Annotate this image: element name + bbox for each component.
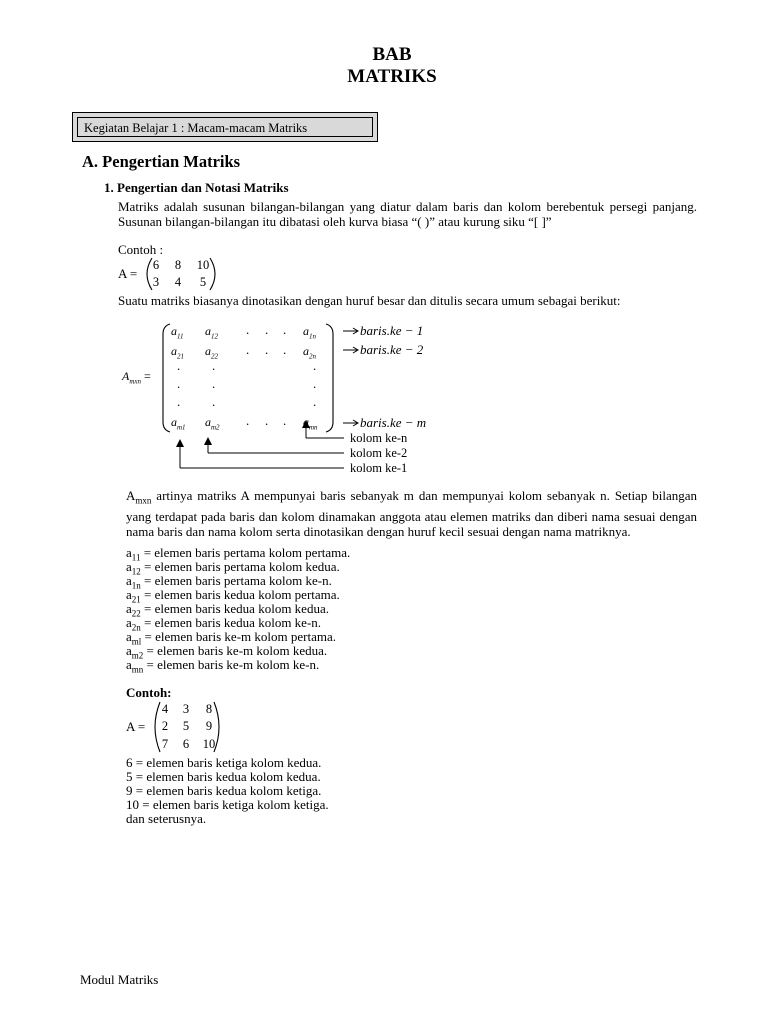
- matrix-dot: .: [246, 322, 250, 337]
- element-definition: $a_{m2}$ = elemen baris ke-m kolom kedua.: [126, 643, 328, 661]
- matrix-element: $a_{21}$: [171, 344, 184, 361]
- matrix-cell: 7: [161, 737, 169, 751]
- matrix-cell: 5: [182, 719, 190, 733]
- matrix-dot: .: [246, 342, 250, 357]
- general-matrix-lhs: $A_{mxn}$ =: [122, 369, 151, 386]
- matrix-dot: .: [212, 358, 216, 373]
- matrix-dot: .: [177, 394, 181, 409]
- column-label: kolom ke-2: [350, 446, 408, 460]
- matrix-element: $a_{11}$: [171, 324, 184, 341]
- example-explanation: 10 = elemen baris ketiga kolom ketiga.: [126, 797, 329, 812]
- element-definition: $a_{11}$ = elemen baris pertama kolom pertama.: [126, 545, 351, 563]
- paragraph-notation: Suatu matriks biasanya dinotasikan dengan huruf besar dan ditulis secara umum sebagai berikut:: [118, 293, 621, 308]
- element-definition: $a_{22}$ = elemen baris kedua kolom kedua.: [126, 601, 329, 619]
- matrix-cell: 9: [205, 719, 213, 733]
- matrix-dot: .: [283, 342, 287, 357]
- matrix-dot: .: [212, 376, 216, 391]
- matrix-element: $a_{m1}$: [171, 415, 186, 432]
- matrix-element: $a_{2n}$: [303, 344, 316, 361]
- matrix-cell: 3: [152, 275, 160, 289]
- matrix-dot: .: [265, 413, 269, 428]
- contoh-label: Contoh:: [126, 685, 172, 700]
- row-label: baris.ke − 1: [360, 323, 424, 338]
- matrix-element: $a_{22}$: [205, 344, 218, 361]
- matrix-dot: .: [265, 342, 269, 357]
- element-definition: $a_{mn}$ = elemen baris ke-m kolom ke-n.: [126, 657, 320, 675]
- matrix-element: $a_{m2}$: [205, 415, 220, 432]
- element-definition: $a_{2n}$ = elemen baris kedua kolom ke-n.: [126, 615, 322, 633]
- contoh-label: Contoh :: [118, 242, 164, 257]
- matrix-cell: 10: [196, 258, 210, 272]
- matrix-dot: .: [177, 358, 181, 373]
- paragraph-explanation: $A_{mxn}$ artinya matriks A mempunyai baris sebanyak m dan mempunyai kolom sebanyak n. Setiap bilangan yang terdapat pada baris dan kolom dinamakan anggota atau elemen matriks dan diberi nama sesuai dengan nama baris dan nama kolom serta dinotasikan dengan huruf kecil sesuai dengan nama matriknya.: [126, 488, 697, 539]
- matrix-dot: .: [283, 322, 287, 337]
- matrix-cell: 4: [161, 702, 169, 716]
- matrix-lhs: A =: [126, 719, 146, 734]
- matrix-dot: .: [313, 358, 317, 373]
- row-label: baris.ke − 2: [360, 342, 424, 357]
- matrix-dot: .: [283, 413, 287, 428]
- matrix-cell: 10: [202, 737, 216, 751]
- example-explanation: 9 = elemen baris kedua kolom ketiga.: [126, 783, 322, 798]
- page-footer: Modul Matriks: [80, 972, 159, 987]
- subsection-heading: 1. Pengertian dan Notasi Matriks: [104, 180, 289, 195]
- element-definition: $a_{ml}$ = elemen baris ke-m kolom pertama.: [126, 629, 336, 647]
- example-explanation: 6 = elemen baris ketiga kolom kedua.: [126, 755, 322, 770]
- chapter-title: MATRIKS: [347, 66, 437, 87]
- matrix-dot: .: [246, 413, 250, 428]
- matrix-cell: 4: [174, 275, 182, 289]
- matrix-dot: .: [313, 394, 317, 409]
- column-label: kolom ke-n: [350, 431, 408, 445]
- matrix-cell: 8: [174, 258, 182, 272]
- matrix-element: $a_{mn}$: [303, 415, 318, 432]
- example-explanation: 5 = elemen baris kedua kolom kedua.: [126, 769, 321, 784]
- matrix-cell: 8: [205, 702, 213, 716]
- example-explanation: dan seterusnya.: [126, 811, 207, 826]
- matrix-element: $a_{12}$: [205, 324, 218, 341]
- kegiatan-label: Kegiatan Belajar 1 : Macam-macam Matriks: [77, 117, 373, 137]
- matrix-cell: 6: [182, 737, 190, 751]
- matrix-dot: .: [177, 376, 181, 391]
- element-definition: $a_{12}$ = elemen baris pertama kolom kedua.: [126, 559, 340, 577]
- matrix-cell: 3: [182, 702, 190, 716]
- matrix-lhs: A =: [118, 266, 138, 281]
- element-definition: $a_{21}$ = elemen baris kedua kolom pertama.: [126, 587, 340, 605]
- paragraph-definition: Matriks adalah susunan bilangan-bilangan yang diatur dalam baris dan kolom berebentuk persegi panjang. Susunan bilangan-bilangan itu dibatasi oleh kurva biasa “( )” atau kurung siku “[ ]”: [118, 199, 697, 229]
- matrix-cell: 6: [152, 258, 160, 272]
- matrix-cell: 2: [161, 719, 169, 733]
- matrix-dot: .: [265, 322, 269, 337]
- column-label: kolom ke-1: [350, 461, 408, 475]
- matrix-cell: 5: [199, 275, 207, 289]
- matrix-element: $a_{1n}$: [303, 324, 316, 341]
- row-label: baris.ke − m: [360, 415, 427, 430]
- section-heading: A. Pengertian Matriks: [82, 152, 241, 171]
- matrix-dot: .: [212, 394, 216, 409]
- chapter-label: BAB: [372, 44, 412, 65]
- element-definition: $a_{1n}$ = elemen baris pertama kolom ke-n.: [126, 573, 332, 591]
- matrix-dot: .: [313, 376, 317, 391]
